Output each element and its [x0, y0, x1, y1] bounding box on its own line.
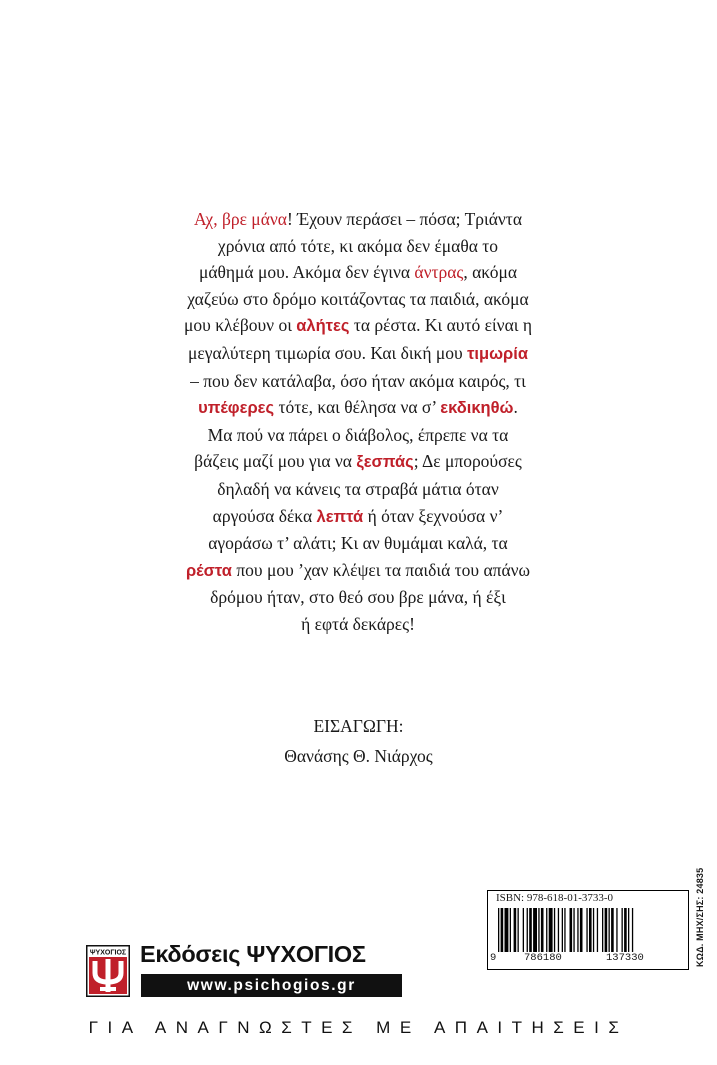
blurb-line	[118, 530, 598, 557]
blurb-text: .	[513, 397, 518, 418]
blurb-line	[118, 584, 598, 611]
publisher-url: www.psichogios.gr	[141, 974, 402, 997]
blurb-text: που μου ’χαν κλέψει τα παιδιά του απάνω	[231, 559, 531, 580]
back-cover-blurb	[118, 206, 598, 638]
highlight-word: Αχ, βρε μάνα	[194, 209, 287, 229]
blurb-text: δηλαδή να κάνεις τα στραβά μάτια όταν	[217, 478, 499, 499]
blurb-line	[118, 312, 598, 340]
tagline: ΓΙΑ ΑΝΑΓΝΩΣΤΕΣ ΜΕ ΑΠΑΙΤΗΣΕΙΣ	[88, 1018, 629, 1037]
blurb-text: , ακόμα	[463, 262, 518, 283]
blurb-text: ! Έχουν περάσει – πόσα; Τριάντα	[286, 209, 522, 229]
blurb-line	[118, 422, 598, 449]
blurb-line	[118, 503, 598, 531]
blurb-text: ή όταν ξεχνούσα ν’	[363, 505, 504, 526]
highlight-word: υπέφερες	[198, 399, 275, 418]
blurb-text: αργούσα δέκα	[212, 505, 317, 526]
blurb-line	[118, 340, 598, 368]
blurb-line	[118, 611, 598, 638]
introduction-label: ΕΙΣΑΓΩΓΗ:	[313, 716, 404, 736]
highlight-word: ρέστα	[185, 561, 232, 580]
blurb-text: αγοράσω τ’ αλάτι; Κι αν θυμάμαι καλά, τα	[208, 533, 508, 554]
product-code: ΚΩΔ. ΜΗΧ/ΣΗΣ: 24835	[695, 867, 705, 967]
barcode-bars	[498, 908, 682, 952]
blurb-line	[118, 448, 598, 476]
blurb-line	[118, 233, 598, 260]
highlight-word: ξεσπάς	[356, 453, 414, 472]
blurb-text: Μα πού να πάρει ο διάβολος, έπρεπε να τα	[207, 424, 509, 445]
blurb-text: τότε, και θέλησα να σ’	[274, 397, 441, 418]
barcode-digits-left: 786180	[524, 952, 562, 964]
blurb-line	[118, 206, 598, 233]
highlight-word: εκδικηθώ	[440, 399, 514, 418]
blurb-text: βάζεις μαζί μου για να	[194, 451, 357, 472]
barcode-digit-first: 9	[490, 952, 497, 964]
blurb-text: μάθημά μου. Ακόμα δεν έγινα	[198, 262, 415, 283]
blurb-text: δρόμου ήταν, στο θεό σου βρε μάνα, ή έξι	[210, 587, 506, 608]
blurb-line	[118, 259, 598, 286]
introduction-author: Θανάσης Θ. Νιάρχος	[284, 746, 433, 766]
psychogios-logo-icon	[86, 945, 130, 997]
blurb-text: – που δεν κατάλαβα, όσο ήταν ακόμα καιρός, τι	[190, 370, 526, 391]
blurb-text: ή εφτά δεκάρες!	[301, 613, 415, 634]
blurb-line	[118, 286, 598, 313]
isbn-barcode	[487, 890, 689, 970]
blurb-text: ; Δε μπορούσες	[413, 451, 522, 472]
highlight-word: λεπτά	[316, 507, 364, 526]
blurb-line	[118, 394, 598, 422]
isbn-number: ISBN: 978-618-01-3733-0	[496, 892, 614, 904]
blurb-text: μεγαλύτερη τιμωρία σου. Και δική μου	[188, 342, 468, 363]
blurb-line	[118, 557, 598, 585]
logo-text: ΨΥΧΟΓΙΟΣ	[89, 949, 127, 957]
blurb-text: μου κλέβουν οι	[184, 315, 297, 336]
highlight-word: άντρας	[414, 262, 464, 283]
publisher-name: Εκδόσεις ΨΥΧΟΓΙΟΣ	[140, 941, 366, 967]
blurb-line	[118, 476, 598, 503]
highlight-word: τιμωρία	[467, 344, 528, 363]
blurb-text: χρόνια από τότε, κι ακόμα δεν έμαθα το	[217, 235, 499, 256]
blurb-text: χαζεύω στο δρόμο κοιτάζοντας τα παιδιά, ακόμα	[187, 288, 529, 309]
highlight-word: αλήτες	[296, 317, 350, 336]
blurb-text: τα ρέστα. Κι αυτό είναι η	[349, 315, 532, 336]
blurb-line	[118, 368, 598, 395]
barcode-digits-right: 137330	[606, 952, 644, 964]
